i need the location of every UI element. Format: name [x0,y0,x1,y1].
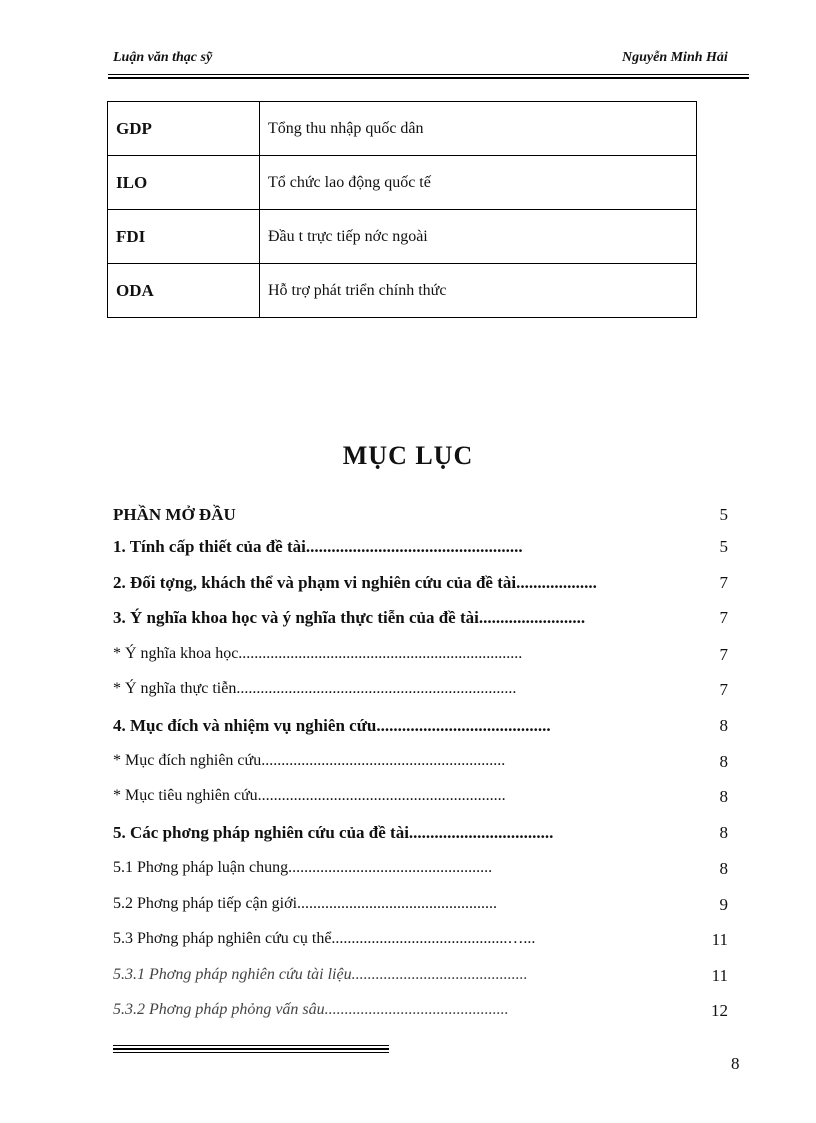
toc-entry[interactable] [113,787,728,811]
toc-entry[interactable] [113,859,728,883]
table-row [108,156,697,210]
abbreviation-meaning: Tổng thu nhập quốc dân [260,102,697,156]
header-divider-thick [108,77,749,79]
abbreviation-code: ODA [108,264,260,318]
toc-entry[interactable] [113,895,728,919]
toc-entry-label: 3. Ý nghĩa khoa học và ý nghĩa thực tiễn của đề tài......................... [113,608,586,627]
toc-entry-page: 7 [719,608,728,627]
toc-entry[interactable] [113,608,728,632]
header-divider [108,74,749,75]
toc-entry-label: PHẦN MỞ ĐẦU [113,505,236,524]
footer-divider-bottom [113,1052,389,1053]
toc-entry-page: 9 [719,895,728,914]
abbreviation-meaning: Đầu t trực tiếp nớc ngoài [260,210,697,264]
toc-entry-page: 12 [711,1001,728,1020]
toc-entry-page: 5 [719,537,728,556]
table-row [108,102,697,156]
toc-entry-page: 8 [719,823,728,842]
toc-entry[interactable] [113,645,728,669]
toc-entry-page: 5 [719,505,728,524]
toc-entry-page: 7 [719,680,728,699]
toc-entry-page: 11 [711,930,728,949]
toc-entry-page: 7 [719,645,728,664]
toc-entry[interactable] [113,537,728,561]
table-row [108,210,697,264]
toc-entry[interactable] [113,966,728,990]
toc-entry-label: 5.3.1 Phơng pháp nghiên cứu tài liệu............................................ [113,966,528,983]
toc-entry-label: 5.2 Phơng pháp tiếp cận giới.................................................. [113,895,498,912]
toc-entry-label: 1. Tính cấp thiết của đề tài................................................... [113,537,523,556]
page-number: 8 [731,1054,740,1073]
toc-entry-label: 5.3 Phơng pháp nghiên cứu cụ thể............................................…... [113,930,536,947]
header-left-title: Luận văn thạc sỹ [113,50,213,65]
toc-entry-label: 5.1 Phơng pháp luận chung................................................... [113,859,493,876]
abbreviation-meaning: Hỗ trợ phát triển chính thức [260,264,697,318]
abbreviation-meaning: Tổ chức lao động quốc tế [260,156,697,210]
table-row [108,264,697,318]
toc-entry[interactable] [113,1001,728,1025]
toc-entry-label: 4. Mục đích và nhiệm vụ nghiên cứu......................................... [113,716,551,735]
header-right-author: Nguyễn Minh Hải [622,50,728,65]
toc-entry[interactable] [113,505,728,529]
toc-entry-page: 8 [719,716,728,735]
toc-entry[interactable] [113,680,728,704]
abbreviations-table [107,101,697,318]
footer-divider-thick [113,1048,389,1050]
toc-entry[interactable] [113,752,728,776]
abbreviation-code: ILO [108,156,260,210]
toc-entry-label: * Mục tiêu nghiên cứu.............................................................. [113,787,506,804]
toc-entry-label: * Mục đích nghiên cứu............................................................. [113,752,506,769]
toc-entry-label: * Ý nghĩa khoa học....................................................................... [113,645,523,662]
toc-entry-label: 2. Đối tợng, khách thể và phạm vi nghiên cứu của đề tài................... [113,573,597,592]
toc-entry[interactable] [113,930,728,954]
footer-divider [113,1045,389,1046]
toc-entry[interactable] [113,823,728,847]
toc-entry-page: 8 [719,787,728,806]
toc-entry-label: 5.3.2 Phơng pháp phỏng vấn sâu.............................................. [113,1001,509,1018]
toc-entry-label: * Ý nghĩa thực tiễn...................................................................... [113,680,517,697]
toc-title: MỤC LỤC [342,441,474,470]
toc-entry-page: 8 [719,752,728,771]
toc-entry[interactable] [113,573,728,597]
toc-entry-page: 8 [719,859,728,878]
toc-entry-page: 11 [711,966,728,985]
abbreviation-code: FDI [108,210,260,264]
toc-entry-page: 7 [719,573,728,592]
abbreviation-code: GDP [108,102,260,156]
toc-entry[interactable] [113,716,728,740]
toc-entry-label: 5. Các phơng pháp nghiên cứu của đề tài.................................. [113,823,554,842]
